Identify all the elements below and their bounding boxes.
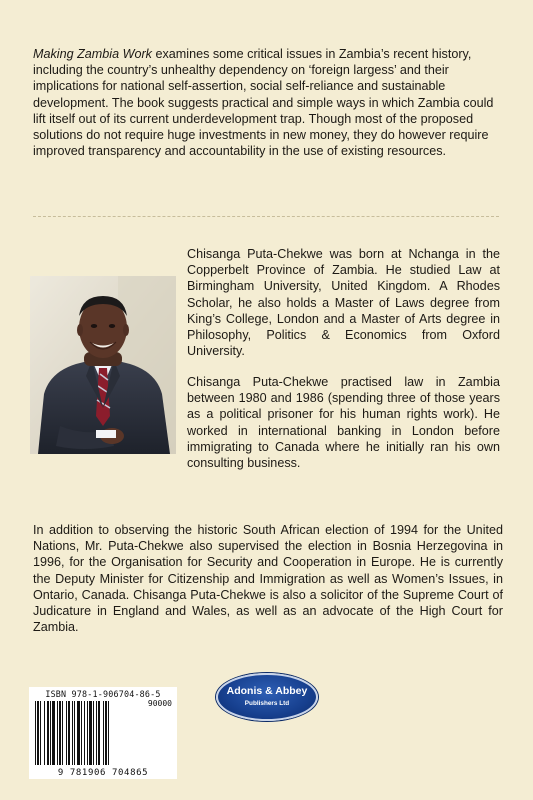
blurb-paragraph (33, 46, 503, 159)
ean-digits: 9 781906 704865 (57, 768, 149, 778)
barcode-bar (44, 701, 45, 765)
barcode-bar (74, 701, 75, 765)
publisher-name: Adonis & Abbey (226, 685, 308, 697)
barcode-bar (103, 701, 104, 765)
barcode-bar (35, 701, 36, 765)
barcode-bar (62, 701, 63, 765)
isbn-label: ISBN 978-1-906704-86-5 (45, 689, 161, 699)
price-code: 90000 (147, 699, 172, 708)
barcode-bar (81, 701, 82, 765)
barcode-bar (47, 701, 49, 765)
section-divider (33, 216, 499, 217)
book-title: Making Zambia Work (33, 47, 152, 61)
barcode-bar (93, 701, 94, 765)
barcode-bar (37, 701, 39, 765)
barcode-bar (68, 701, 70, 765)
publisher-subtitle: Publishers Ltd (244, 700, 290, 707)
barcode-bar (108, 701, 109, 765)
barcode-bar (52, 701, 55, 765)
barcode-bar (84, 701, 85, 765)
author-bio-paragraph-2: Chisanga Puta-Chekwe practised law in Zambia between 1980 and 1986 (spending three of those years as a political prisoner for his human rights work). He worked in international banking in London before immigrating to Canada where he initially ran his own consulting business. (187, 375, 500, 471)
barcode-bar (50, 701, 51, 765)
barcode-bar (40, 701, 41, 765)
barcode-bar (98, 701, 100, 765)
barcode-bar (96, 701, 97, 765)
barcode-bar (72, 701, 73, 765)
isbn-barcode (29, 687, 177, 779)
barcode-bar (57, 701, 58, 765)
barcode-bar (105, 701, 107, 765)
barcode-bar (77, 701, 80, 765)
barcode-bar (59, 701, 61, 765)
barcode-bar (66, 701, 67, 765)
barcode-bar (89, 701, 92, 765)
author-bio-paragraph-3: In addition to observing the historic South African election of 1994 for the United Nations, Mr. Puta-Chekwe also supervised the election in Bosnia Herzegovina in 1996, for the Organisation for Security and Cooperation in Europe. He is currently the Deputy Minister for Citizenship and Immigration as well as Women’s Issues, in Ontario, Canada. Chisanga Puta-Chekwe is also a solicitor of the Supreme Court of Judicature in England and Wales, as well as an advocate of the High Court for Zambia. (33, 523, 503, 635)
publisher-logo (216, 673, 318, 721)
barcode-icon (35, 701, 135, 765)
author-photo (30, 276, 176, 454)
author-bio-paragraph-1: Chisanga Puta-Chekwe was born at Nchanga in the Copperbelt Province of Zambia. He studied Law at Birmingham University, United Kingdom. A Rhodes Scholar, he also holds a Master of Laws degree from King’s College, London and a Master of Arts degree in Philosophy, Politics & Economics from Oxford University. (187, 247, 500, 359)
blurb-text: examines some critical issues in Zambia’s recent history, including the country’s unhealthy dependency on ‘foreign largess’ and their implications for national self-assertion, social self-reliance and sustainable development. The book suggests practical and simple ways in which Zambia could lift itself out of its current underdevelopment trap. Though most of the proposed solutions do not require huge investments in new money, they do however require improved transparency and accountability in the use of existing resources. (33, 47, 494, 159)
barcode-bar (87, 701, 88, 765)
